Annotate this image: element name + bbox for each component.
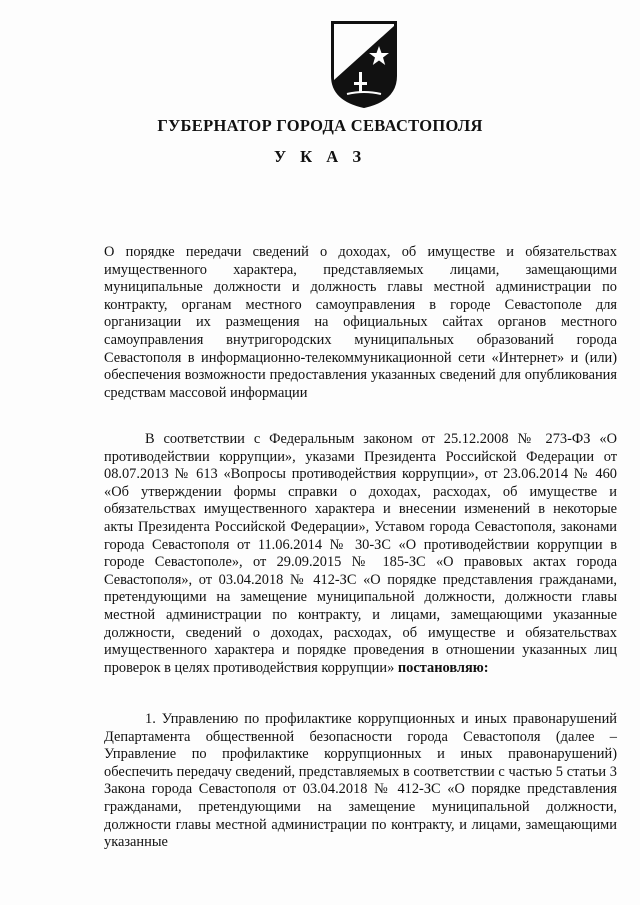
- issuing-authority: ГУБЕРНАТОР ГОРОДА СЕВАСТОПОЛЯ: [157, 116, 483, 135]
- sevastopol-coat-of-arms-emblem: [329, 20, 399, 108]
- decree-subject: О порядке передачи сведений о доходах, об имуществе и обязательствах имущественного характера, представляемых лицами, замещающими муниципальные должности и должность главы местной администрации по контракту, органам местного самоуправления в городе Севастополе для организации их размещения на официальных сайтах органов местного самоуправления внутригородских муниципальных образований города Севастополя в информационно-телекоммуникационной сети «Интернет» и (или) обеспечения возможности предоставления указанных сведений для опубликования средствам массовой информации: [104, 244, 617, 401]
- preamble-paragraph: [104, 431, 617, 677]
- decree-item-1: 1. Управлению по профилактике коррупционных и иных правонарушений Департамента общественной безопасности города Севастополя (далее – Управление по профилактике коррупционных и иных правонарушений) обеспечить передачу сведений, представляемых в соответствии с частью 5 статьи 3 Закона города Севастополя от 03.04.2018 № 412-ЗС «О порядке представления гражданами, претендующими на замещение муниципальной должности, должности главы местной администрации по контракту, и лицами, замещающими указанные: [104, 711, 617, 851]
- preamble-text: В соответствии с Федеральным законом от 25.12.2008 № 273-ФЗ «О противодействии коррупции», указами Президента Российской Федерации от 08.07.2013 № 613 «Вопросы противодействия коррупции», от 23.06.2014 № 460 «Об утверждении формы справки о доходах, расходах, об имуществе и обязательствах имущественного характера и внесении изменений в некоторые акты Президента Российской Федерации», Уставом города Севастополя, законами города Севастополя от 11.06.2014 № 30-ЗС «О противодействии коррупции в городе Севастополе», от 29.09.2015 № 185-ЗС «О правовых актах города Севастополя», от 03.04.2018 № 412-ЗС «О порядке представления гражданами, претендующими на замещение муниципальной должности, должности главы местной администрации по контракту, и лицами, замещающими указанные должности, сведений о доходах, расходах, об имуществе и обязательствах имущественного характера и порядке проведения в отношении указанных лиц проверок в целях противодействия коррупции»: [104, 431, 617, 676]
- document-type: У К А З: [273, 147, 367, 166]
- resolve-word: постановляю:: [397, 659, 489, 676]
